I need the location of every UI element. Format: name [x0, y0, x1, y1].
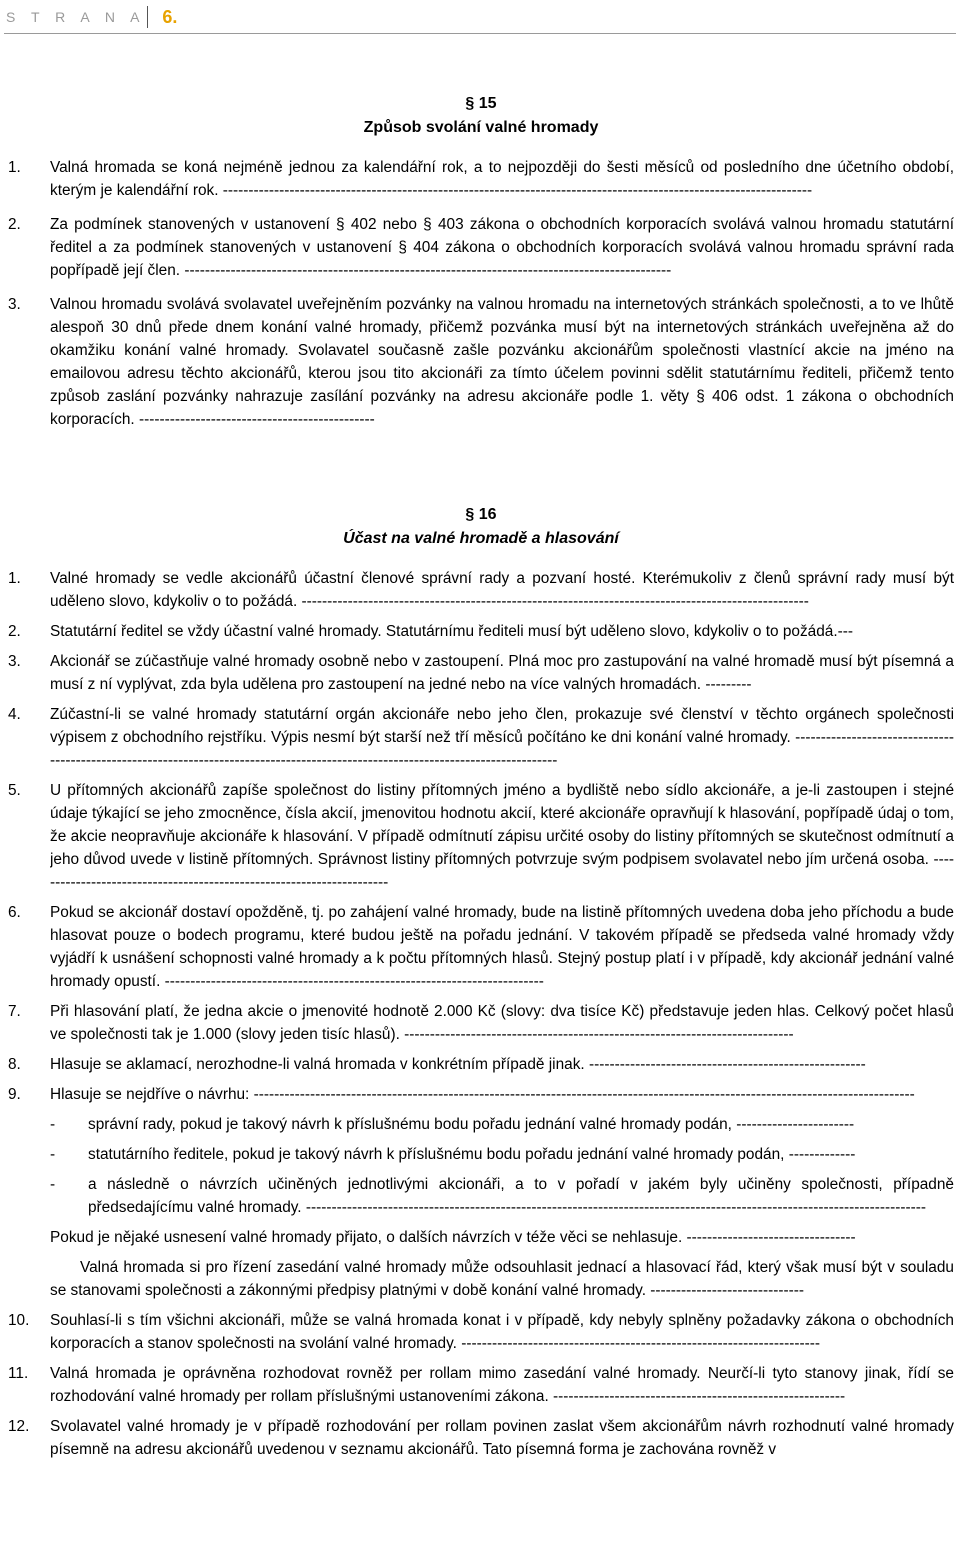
item-number: 6. — [8, 904, 21, 921]
item-number: 10. — [8, 1312, 30, 1329]
item-number: 5. — [8, 782, 21, 799]
item-text: Valnou hromadu svolává svolavatel uveřejněním pozvánky na valnou hromadu na internetových stránkách společnosti, a to ve lhůtě alespoň 30 dnů přede dnem konání valné hromady, přičemž pozvánka musí být na internetových stránkách uveřejněna až do okamžiku konání valné hromady. Svolavatel současně zašle pozvánku akcionářům společnosti vlastnící akcie na jméno na emailovou adresu těchto akcionářů, kterou jsou tito akcionáři za tímto účelem povinni sdělit statutárnímu řediteli, přičemž tento způsob zaslání pozvánky nahrazuje zasílání pozvánky na adresu akcionáře podle 1. věty § 406 odst. 1 zákona o obchodních korporacích. ---------------------------------------------- — [50, 296, 954, 428]
section-15-number: § 15 — [465, 95, 497, 112]
sub-item-dash: - — [50, 1116, 56, 1133]
section-15-title: Způsob svolání valné hromady — [363, 119, 599, 136]
list-item — [8, 156, 954, 202]
page-header — [6, 4, 177, 30]
item-text: Valné hromady se vedle akcionářů účastní členové správní rady a pozvaní hosté. Kterémukoliv z členů správní rady musí být uděleno slovo, kdykoliv o to požádá. --------------------------------------------------------------------------------------------------- — [50, 570, 954, 610]
list-item — [8, 293, 954, 431]
paragraph-indented: Valná hromada si pro řízení zasedání valné hromady může odsouhlasit jednací a hlasovací řád, který však musí být v souladu se stanovami společnosti a zákonnými předpisy platnými v době konání valné hromady. ------------------------------ — [50, 1259, 954, 1299]
item-number: 4. — [8, 706, 21, 723]
item-number: 1. — [8, 570, 21, 587]
sub-list-item — [8, 1113, 954, 1136]
list-item — [8, 1053, 954, 1076]
list-item — [8, 213, 954, 282]
item-text: Statutární ředitel se vždy účastní valné hromady. Statutárnímu řediteli musí být uděleno slovo, kdykoliv o to požádá.--- — [50, 623, 853, 640]
item-number: 11. — [8, 1365, 29, 1382]
item-number: 2. — [8, 623, 21, 640]
list-item — [8, 1415, 954, 1461]
item-number: 7. — [8, 1003, 21, 1020]
item-text: Valná hromada je oprávněna rozhodovat rovněž per rollam mimo zasedání valné hromady. Neurčí-li tyto stanovy jinak, řídí se rozhodování valné hromady per rollam příslušnými ustanoveními zákona. --------------------------------------------------------- — [50, 1365, 954, 1405]
item-number: 1. — [8, 159, 21, 176]
item-number: 12. — [8, 1418, 30, 1435]
item-text: Při hlasování platí, že jedna akcie o jmenovité hodnotě 2.000 Kč (slovy: dva tisíce Kč) představuje jeden hlas. Celkový počet hlasů ve společnosti tak je 1.000 (slovy jeden tisíc hlasů). ---------------------------------------------------------------------------- — [50, 1003, 954, 1043]
item-text: Zúčastní-li se valné hromady statutární orgán akcionáře nebo jeho člen, prokazuje své členství v těchto orgánech společnosti výpisem z obchodního rejstříku. Výpis nesmí být starší než tří měsíců počítáno ke dni konání valné hromady. ---------------------------------------------------------------------------------------------------------------------------------- — [50, 706, 954, 769]
header-divider — [147, 6, 148, 28]
sub-list-item — [8, 1143, 954, 1166]
item-number: 3. — [8, 296, 21, 313]
list-item — [8, 703, 954, 772]
sub-item-dash: - — [50, 1176, 56, 1193]
item-text: Valná hromada se koná nejméně jednou za kalendářní rok, a to nejpozději do šesti měsíců od posledního dne účetního období, kterým je kalendářní rok. ------------------------------------------------------------------------------------------------------------------- — [50, 159, 954, 199]
item-text: Pokud se akcionář dostaví opožděně, tj. po zahájení valné hromady, bude na listině přítomných uvedena doba jeho příchodu a bude hlasovat pouze o bodech programu, které budou ještě na pořadu jednání. V takovém případě se předseda valné hromady vždy vyjádří k usnášení schopnosti valné hromady a k počtu přítomných hlasů. Stejný postup platí i v případě, kdy akcionář jednání valné hromady opustí. -------------------------------------------------------------------------- — [50, 904, 954, 990]
item-text: Hlasuje se aklamací, nerozhodne-li valná hromada v konkrétním případě jinak. ------------------------------------------------------ — [50, 1056, 866, 1073]
item-text: U přítomných akcionářů zapíše společnost do listiny přítomných jméno a bydliště nebo sídlo akcionáře, a je-li zastoupen i stejné údaje týkající se jeho zmocněnce, čísla akcií, jmenovitou hodnotu akcií, které akcionáře opravňují k hlasování, popřípadě údaj o tom, že akcie neopravňuje akcionáře k hlasování. V případě odmítnutí zápisu určité osoby do listiny přítomných se skutečnost odmítnutí a jeho důvod uvede v listině přítomných. Správnost listiny přítomných potvrzuje svým podpisem svolavatel nebo jím určená osoba. ---------------------------------------------------------------------- — [50, 782, 954, 891]
list-item — [8, 567, 954, 613]
list-item — [8, 901, 954, 993]
list-item — [8, 1362, 954, 1408]
list-item — [8, 620, 954, 643]
paragraph: Pokud je nějaké usnesení valné hromady přijato, o dalších návrzích v téže věci se nehlasuje. --------------------------------- — [50, 1229, 856, 1246]
page-label: S T R A N A — [6, 9, 146, 25]
item-number: 3. — [8, 653, 21, 670]
item-number: 2. — [8, 216, 21, 233]
item-text: Svolavatel valné hromady je v případě rozhodování per rollam povinen zaslat všem akcionářům návrh rozhodnutí valné hromady písemně na adresu akcionářů uvedenou v seznamu akcionářů. Tato písemná forma je zachována rovněž v — [50, 1418, 954, 1458]
section-16-number: § 16 — [465, 506, 497, 523]
sub-list-item — [8, 1173, 954, 1219]
item-number: 9. — [8, 1086, 21, 1103]
list-item — [8, 1309, 954, 1355]
list-item — [8, 1000, 954, 1046]
sub-item-text: statutárního ředitele, pokud je takový návrh k příslušnému bodu pořadu jednání valné hromady podán, ------------- — [88, 1146, 856, 1163]
page-number: 6. — [162, 6, 178, 27]
list-item — [8, 650, 954, 696]
item-text: Za podmínek stanovených v ustanovení § 402 nebo § 403 zákona o obchodních korporacích svolává valnou hromadu statutární ředitel a za podmínek stanovených v ustanovení § 404 zákona o obchodních korporacích svolává valnou hromadu správní rada popřípadě její člen. ----------------------------------------------------------------------------------------------- — [50, 216, 954, 279]
document-body — [8, 92, 954, 1461]
sub-item-text: správní rady, pokud je takový návrh k příslušnému bodu pořadu jednání valné hromady podán, ----------------------- — [88, 1116, 855, 1133]
item-text: Souhlasí-li s tím všichni akcionáři, může se valná hromada konat i v případě, kdy nebyly splněny požadavky zákona o obchodních korporacích a stanov společnosti na svolání valné hromady. ---------------------------------------------------------------------- — [50, 1312, 954, 1352]
sub-item-text: a následně o návrzích učiněných jednotlivými akcionáři, a to v pořadí v jakém byly učiněny společnosti, případně předsedajícímu valné hromady. ------------------------------------------------------------------------------------------------------------------------- — [88, 1176, 954, 1216]
item-text: Akcionář se zúčastňuje valné hromady osobně nebo v zastoupení. Plná moc pro zastupování na valné hromadě musí být písemná a musí z ní vyplývat, zda byla udělena pro zastoupení na jedné nebo na více valných hromadách. --------- — [50, 653, 954, 693]
list-item — [8, 1083, 954, 1106]
item-number: 8. — [8, 1056, 21, 1073]
sub-item-dash: - — [50, 1146, 56, 1163]
list-item — [8, 779, 954, 894]
header-rule — [4, 33, 956, 34]
item-text: Hlasuje se nejdříve o návrhu: --------------------------------------------------------------------------------------------------------------------------------- — [50, 1086, 915, 1103]
section-16-title: Účast na valné hromadě a hlasování — [343, 530, 619, 547]
